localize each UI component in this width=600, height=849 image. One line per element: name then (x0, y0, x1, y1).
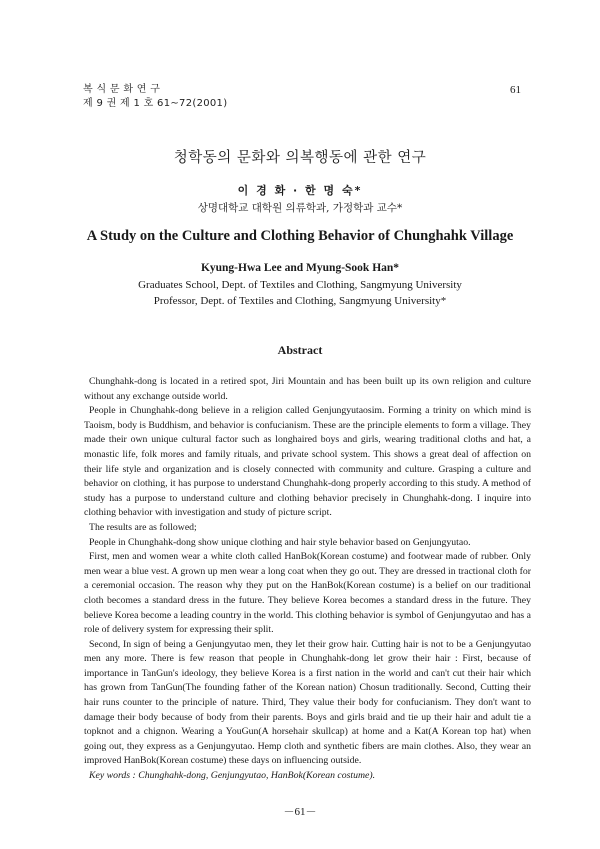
abstract-paragraph: Second, In sign of being a Genjungyutao men, they let their grow hair. Cutting hair is not to be a Genjungyutao men any more. There is few reason that people in Chunghahk-dong let grow their hair : First, because of importance in TanGun's ideology, they believe Korea is a first nation in the world and can't cut their hair which has grown from TanGun(The founding father of the Korean nation) Chosun traditionally. Second, Cutting their hair runs counter to the principle of nature. Third, They value their body for confucianism. They don't want to damage their body because of body from their parents. Boys and girls braid and tie up their hair and adult tie a topknot and a chignon. Wearing a YouGun(A horsehair skullcap) at home and a Kat(A Korean top hat) when going out, they express as a Genjungyutao. Hemp cloth and synthetic fibers are main clothes. Also, they wear an improved HanBok(Korean costume) these days on influencing outside. (84, 638, 531, 767)
english-title: A Study on the Culture and Clothing Behavior of Chunghahk Village (86, 228, 514, 244)
abstract-paragraph: First, men and women wear a white cloth called HanBok(Korean costume) and footwear made of rubber. Only men wear a blue vest. A grown up men wear a long coat when they go out. They are dressed in tractional cloth for a ceremonial occasion. The reason why they put on the HanBok(Korean costume) is a belief on our traditional cloth becomes a standard dress in the future. They believe Korea becomes a standard dress in the future. They believe Korea become a leading country in the world. This clothing behavior is symbol of Genjungyutao and has a role of delivery system for expressing their split. (84, 551, 531, 636)
affiliation-line: Professor, Dept. of Textiles and Clothing, Sangmyung University* (153, 294, 447, 307)
journal-name: 복 식 문 화 연 구 (83, 84, 161, 95)
english-affiliations (0, 278, 600, 309)
abstract-body (84, 375, 531, 784)
korean-affiliation: 상명대학교 대학원 의류학과, 가정학과 교수* (197, 202, 403, 214)
korean-authors: 이 경 화 · 한 명 숙* (237, 184, 363, 197)
english-authors: Kyung-Hwa Lee and Myung-Sook Han* (200, 262, 400, 274)
affiliation-line: Graduates School, Dept. of Textiles and Clothing, Sangmyung University (138, 279, 462, 291)
journal-info (83, 83, 227, 111)
abstract-paragraph: People in Chunghahk-dong show unique clothing and hair style behavior based on Genjungyutao. (89, 536, 471, 548)
header-page-number: 61 (510, 84, 521, 96)
abstract-heading: Abstract (277, 343, 323, 357)
volume-info: 제 9 권 제 1 호 61∼72(2001) (83, 98, 228, 109)
keywords: Key words : Chunghahk-dong, Genjungyutao, HanBok(Korean costume). (89, 770, 376, 782)
abstract-paragraph: Chunghahk-dong is located in a retired spot, Jiri Mountain and has been built up its own religion and culture without any exchange outside world. (84, 376, 531, 402)
abstract-paragraph: People in Chunghahk-dong believe in a religion called Genjungyutaosim. Forming a trinity on which mind is Taoism, body is Buddhism, and behavior is confucianism. These are the principle elements to form a village. They made their own unique cultural factor such as longhaired boys and girls, wearing traditional cloths and hat, a monastic life, folk mores and family rituals, and private school system. This shows a great deal of affection on their life style and organization and is closely connected with community and culture. Grasping a culture and behavior on clothing, it has purpose to understand Chunghahk-dong properly according to this study. A method of study has a purpose to understand culture and clothing behavior precisely in Chunghahk-dong. I inquire into clothing behavior with investigation and study of picture script. (84, 405, 531, 519)
korean-title: 청학동의 문화와 의복행동에 관한 연구 (173, 150, 427, 166)
abstract-paragraph: The results are as followed; (89, 521, 197, 533)
footer-page-number: －61－ (283, 806, 317, 818)
